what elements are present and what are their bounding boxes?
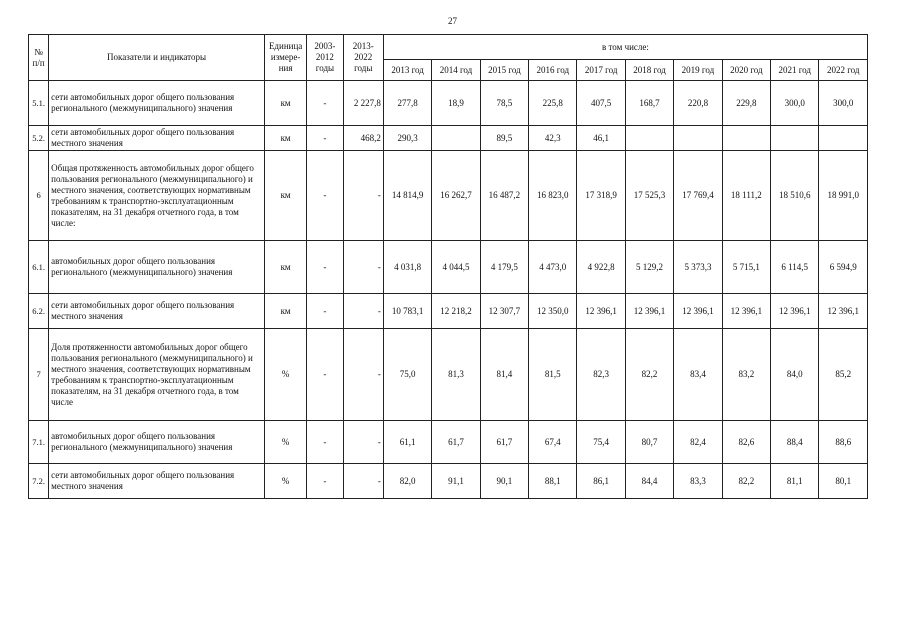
row-year-value: 17 525,3 <box>625 151 673 241</box>
row-indicator: сети автомобильных дорог общего пользования местного значения <box>49 464 265 499</box>
row-number: 7.1. <box>29 421 49 464</box>
row-year-value: 75,4 <box>577 421 625 464</box>
row-year-value: 81,1 <box>771 464 819 499</box>
row-year-value: 82,6 <box>722 421 770 464</box>
row-year-value: 5 129,2 <box>625 241 673 294</box>
row-unit: км <box>264 81 306 126</box>
row-year-value: 86,1 <box>577 464 625 499</box>
row-year-value: 81,3 <box>432 329 480 421</box>
row-number: 7.2. <box>29 464 49 499</box>
page-number: 27 <box>448 16 457 26</box>
header-year: 2018 год <box>625 60 673 81</box>
header-year: 2014 год <box>432 60 480 81</box>
row-year-value: 91,1 <box>432 464 480 499</box>
header-group: в том числе: <box>383 35 867 60</box>
row-period-2013-2022: - <box>343 421 383 464</box>
row-period-2003-2012: - <box>307 329 343 421</box>
row-year-value: 17 769,4 <box>674 151 722 241</box>
row-period-2013-2022: - <box>343 294 383 329</box>
row-year-value: 88,1 <box>529 464 577 499</box>
row-year-value: 4 922,8 <box>577 241 625 294</box>
row-period-2003-2012: - <box>307 81 343 126</box>
row-indicator: автомобильных дорог общего пользования регионального (межмуниципального) значения <box>49 241 265 294</box>
row-unit: км <box>264 151 306 241</box>
row-year-value: 16 823,0 <box>529 151 577 241</box>
indicators-table <box>28 34 868 499</box>
row-year-value: 90,1 <box>480 464 528 499</box>
row-year-value: 12 396,1 <box>674 294 722 329</box>
row-year-value: 42,3 <box>529 126 577 151</box>
row-year-value <box>674 126 722 151</box>
row-year-value: 12 218,2 <box>432 294 480 329</box>
row-year-value: 4 179,5 <box>480 241 528 294</box>
header-year: 2019 год <box>674 60 722 81</box>
row-year-value: 83,3 <box>674 464 722 499</box>
header-indicator: Показатели и индикаторы <box>49 35 265 81</box>
table-row <box>29 126 868 151</box>
header-period-2013-2022: 2013-2022 годы <box>343 35 383 81</box>
row-year-value: 10 783,1 <box>383 294 431 329</box>
header-year: 2022 год <box>819 60 868 81</box>
row-year-value <box>771 126 819 151</box>
row-unit: % <box>264 421 306 464</box>
row-year-value: 12 396,1 <box>722 294 770 329</box>
row-year-value: 61,7 <box>480 421 528 464</box>
row-year-value: 89,5 <box>480 126 528 151</box>
header-no: № п/п <box>29 35 49 81</box>
row-year-value: 67,4 <box>529 421 577 464</box>
row-period-2013-2022: - <box>343 151 383 241</box>
row-year-value: 83,4 <box>674 329 722 421</box>
row-year-value: 18 111,2 <box>722 151 770 241</box>
row-number: 5.2. <box>29 126 49 151</box>
header-year: 2016 год <box>529 60 577 81</box>
row-period-2013-2022: 2 227,8 <box>343 81 383 126</box>
row-year-value: 12 350,0 <box>529 294 577 329</box>
header-unit: Единица измере-ния <box>264 35 306 81</box>
row-year-value: 4 044,5 <box>432 241 480 294</box>
row-unit: км <box>264 294 306 329</box>
row-year-value: 84,4 <box>625 464 673 499</box>
table-row <box>29 151 868 241</box>
row-number: 6 <box>29 151 49 241</box>
row-year-value: 82,2 <box>722 464 770 499</box>
row-year-value: 277,8 <box>383 81 431 126</box>
row-year-value: 5 373,3 <box>674 241 722 294</box>
row-year-value: 88,6 <box>819 421 868 464</box>
row-year-value: 88,4 <box>771 421 819 464</box>
row-indicator: автомобильных дорог общего пользования регионального (межмуниципального) значения <box>49 421 265 464</box>
row-period-2013-2022: - <box>343 329 383 421</box>
row-year-value: 18 991,0 <box>819 151 868 241</box>
row-period-2013-2022: - <box>343 241 383 294</box>
row-year-value: 12 396,1 <box>771 294 819 329</box>
row-year-value: 12 396,1 <box>819 294 868 329</box>
row-year-value: 300,0 <box>771 81 819 126</box>
row-period-2003-2012: - <box>307 126 343 151</box>
row-unit: % <box>264 329 306 421</box>
row-indicator: сети автомобильных дорог общего пользования регионального (межмуниципального) значения <box>49 81 265 126</box>
row-period-2013-2022: 468,2 <box>343 126 383 151</box>
row-year-value <box>722 126 770 151</box>
row-year-value: 168,7 <box>625 81 673 126</box>
row-period-2003-2012: - <box>307 421 343 464</box>
row-year-value: 83,2 <box>722 329 770 421</box>
row-year-value: 6 594,9 <box>819 241 868 294</box>
row-year-value: 80,1 <box>819 464 868 499</box>
table-row <box>29 294 868 329</box>
row-unit: км <box>264 126 306 151</box>
row-unit: % <box>264 464 306 499</box>
row-year-value: 82,0 <box>383 464 431 499</box>
table-row <box>29 464 868 499</box>
row-year-value: 5 715,1 <box>722 241 770 294</box>
table-row <box>29 421 868 464</box>
header-period-2003-2012: 2003-2012 годы <box>307 35 343 81</box>
row-year-value: 14 814,9 <box>383 151 431 241</box>
row-year-value: 82,2 <box>625 329 673 421</box>
row-year-value: 4 473,0 <box>529 241 577 294</box>
header-year: 2020 год <box>722 60 770 81</box>
header-year: 2021 год <box>771 60 819 81</box>
row-year-value <box>819 126 868 151</box>
row-year-value: 81,5 <box>529 329 577 421</box>
row-number: 7 <box>29 329 49 421</box>
row-year-value: 225,8 <box>529 81 577 126</box>
row-period-2013-2022: - <box>343 464 383 499</box>
table-row <box>29 241 868 294</box>
header-year: 2015 год <box>480 60 528 81</box>
row-period-2003-2012: - <box>307 151 343 241</box>
row-year-value <box>625 126 673 151</box>
row-year-value: 407,5 <box>577 81 625 126</box>
table-body <box>29 81 868 499</box>
row-period-2003-2012: - <box>307 241 343 294</box>
row-year-value: 16 487,2 <box>480 151 528 241</box>
row-unit: км <box>264 241 306 294</box>
row-year-value: 84,0 <box>771 329 819 421</box>
row-year-value: 61,7 <box>432 421 480 464</box>
row-year-value: 81,4 <box>480 329 528 421</box>
row-year-value: 18,9 <box>432 81 480 126</box>
row-year-value: 4 031,8 <box>383 241 431 294</box>
row-year-value: 12 396,1 <box>625 294 673 329</box>
row-year-value: 290,3 <box>383 126 431 151</box>
row-year-value: 16 262,7 <box>432 151 480 241</box>
row-year-value: 12 307,7 <box>480 294 528 329</box>
row-year-value: 82,4 <box>674 421 722 464</box>
row-year-value: 6 114,5 <box>771 241 819 294</box>
row-year-value: 46,1 <box>577 126 625 151</box>
header-row-top <box>29 35 868 60</box>
row-indicator: Доля протяженности автомобильных дорог общего пользования регионального (межмуниципального) и местного значения, соответствующих нормативным требованиям к транспортно-эксплуатационным показателям, на 31 декабря отчетного года, в том числе <box>49 329 265 421</box>
row-year-value <box>432 126 480 151</box>
row-year-value: 17 318,9 <box>577 151 625 241</box>
row-year-value: 75,0 <box>383 329 431 421</box>
row-indicator: Общая протяженность автомобильных дорог общего пользования регионального (межмуниципального) и местного значения, соответствующих нормативным требованиям к транспортно-эксплуатационным показателям, на 31 декабря отчетного года, в том числе: <box>49 151 265 241</box>
row-year-value: 220,8 <box>674 81 722 126</box>
header-year: 2017 год <box>577 60 625 81</box>
row-year-value: 85,2 <box>819 329 868 421</box>
row-year-value: 78,5 <box>480 81 528 126</box>
row-period-2003-2012: - <box>307 464 343 499</box>
row-number: 5.1. <box>29 81 49 126</box>
row-number: 6.2. <box>29 294 49 329</box>
row-number: 6.1. <box>29 241 49 294</box>
row-indicator: сети автомобильных дорог общего пользования местного значения <box>49 126 265 151</box>
row-year-value: 80,7 <box>625 421 673 464</box>
table-row <box>29 81 868 126</box>
row-year-value: 229,8 <box>722 81 770 126</box>
row-period-2003-2012: - <box>307 294 343 329</box>
row-indicator: сети автомобильных дорог общего пользования местного значения <box>49 294 265 329</box>
row-year-value: 18 510,6 <box>771 151 819 241</box>
row-year-value: 61,1 <box>383 421 431 464</box>
row-year-value: 82,3 <box>577 329 625 421</box>
row-year-value: 12 396,1 <box>577 294 625 329</box>
header-year: 2013 год <box>383 60 431 81</box>
row-year-value: 300,0 <box>819 81 868 126</box>
table-row <box>29 329 868 421</box>
